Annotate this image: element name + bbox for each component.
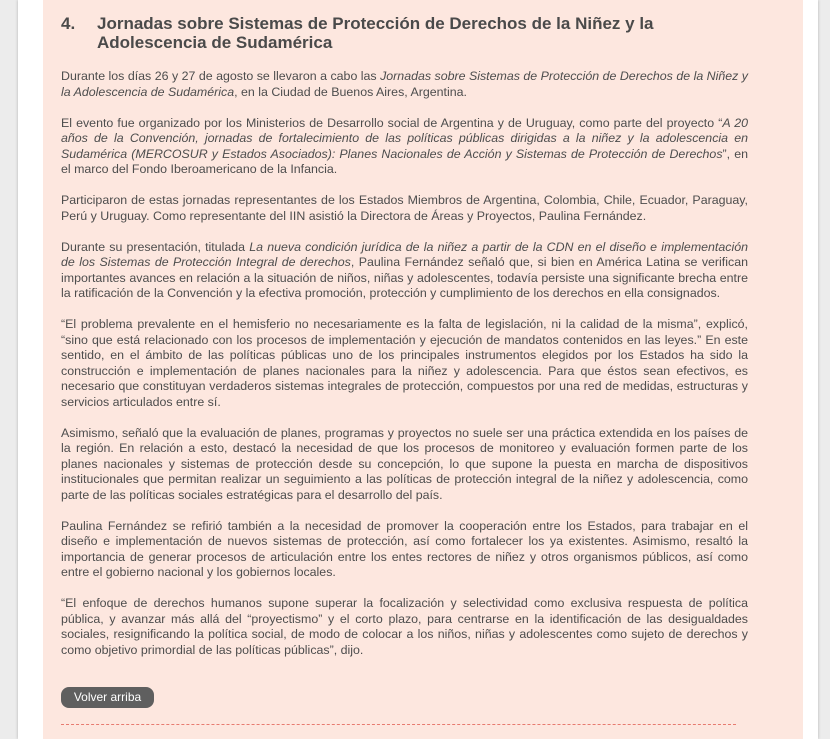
event-title: Jornadas sobre Sistemas de Protección de Derechos de la Niñez y la Adolescencia de Sudamérica — [61, 69, 749, 99]
paragraph-text: El evento fue organizado por los Ministerios de Desarrollo social de Argentina y de Uruguay, como parte del proyecto “ — [61, 115, 723, 130]
paragraph — [61, 116, 748, 178]
dashed-divider — [61, 724, 736, 725]
paragraph: Participaron de estas jornadas representantes de los Estados Miembros de Argentina, Colombia, Chile, Ecuador, Paraguay, Perú y Uruguay. Como representante del IIN asistió la Directora de Áreas y Proyectos, Paulina Fernández. — [61, 193, 748, 223]
paragraph-text: Durante los días 26 y 27 de agosto se llevaron a cabo las — [61, 69, 381, 83]
article-body — [61, 69, 748, 674]
paragraph-text: , Paulina Fernández señaló que, si bien en América Latina se verifican importantes avances en relación a la situación de niños, niñas y adolescentes, todavía persiste una significante brecha entre la ratificación de la Convención y la efectiva promoción, protección y cumplimiento de los derechos en ella consignados. — [61, 255, 748, 300]
presentation-title: La nueva condición jurídica de la niñez a partir de la CDN en el diseño e implementación de los Sistemas de Protección Integral de derechos — [61, 239, 748, 269]
paragraph-text: ”, en el marco del Fondo Iberoamericano de la Infancia. — [61, 146, 748, 176]
paragraph-text: , en la Ciudad de Buenos Aires, Argentina. — [234, 84, 467, 99]
section-number: 4. — [61, 14, 76, 33]
section-title: Jornadas sobre Sistemas de Protección de Derechos de la Niñez y la Adolescencia de Sudamérica — [97, 14, 654, 52]
paragraph: “El enfoque de derechos humanos supone superar la focalización y selectividad como exclusiva respuesta de política pública, y avanzar más allá del “proyectismo” y el corto plazo, para centrarse en la identificación de las desigualdades sociales, resignificando la política social, de modo de colocar a los niños, niñas y adolescentes como sujeto de derechos y como objetivo primordial de las políticas públicas”, dijo. — [61, 596, 748, 657]
paragraph: Paulina Fernández se refirió también a la necesidad de promover la cooperación entre los Estados, para trabajar en el diseño e implementación de nuevos sistemas de protección, así como fortalecer los ya existentes. Asimismo, resaltó la importancia de generar procesos de articulación entre los entes rectores de niñez y otros organismos públicos, así como entre el gobierno nacional y los gobiernos locales. — [61, 518, 748, 579]
paragraph-text: Durante su presentación, titulada — [61, 239, 250, 254]
paragraph — [61, 69, 748, 100]
project-title: A 20 años de la Convención, jornadas de fortalecimiento de las políticas públicas dirigidas a la niñez y la adolescencia en Sudamérica (MERCOSUR y Estados Asociados): Planes Nacionales de Acción y Sistemas de Protección de Derechos — [61, 115, 749, 161]
back-to-top-button[interactable]: Volver arriba — [61, 687, 154, 708]
paragraph: Asimismo, señaló que la evaluación de planes, programas y proyectos no suele ser una práctica extendida en los países de la región. En relación a esto, destacó la necesidad de que los procesos de monitoreo y evaluación formen parte de los planes nacionales y sistemas de protección desde su concepción, lo que supone la puesta en marcha de dispositivos institucionales que permitan realizar un seguimiento a las políticas de protección integral de la niñez y adolescencia, como parte de las políticas sociales estratégicas para el desarrollo del país. — [61, 425, 748, 502]
paragraph: “El problema prevalente en el hemisferio no necesariamente es la falta de legislación, ni la calidad de la misma”, explicó, “sino que está relacionado con los procesos de implementación y ejecución de mandatos contenidos en las leyes.” En este sentido, en el ámbito de las políticas públicas uno de los principales instrumentos elegidos por los Estados ha sido la construcción e implementación de planes nacionales para la niñez y adolescencia. Para que éstos sean efectivos, es necesario que constituyan verdaderos sistemas integrales de protección, compuestos por una red de medidas, estructuras y servicios articulados entre sí. — [61, 317, 748, 409]
paragraph — [61, 240, 748, 302]
